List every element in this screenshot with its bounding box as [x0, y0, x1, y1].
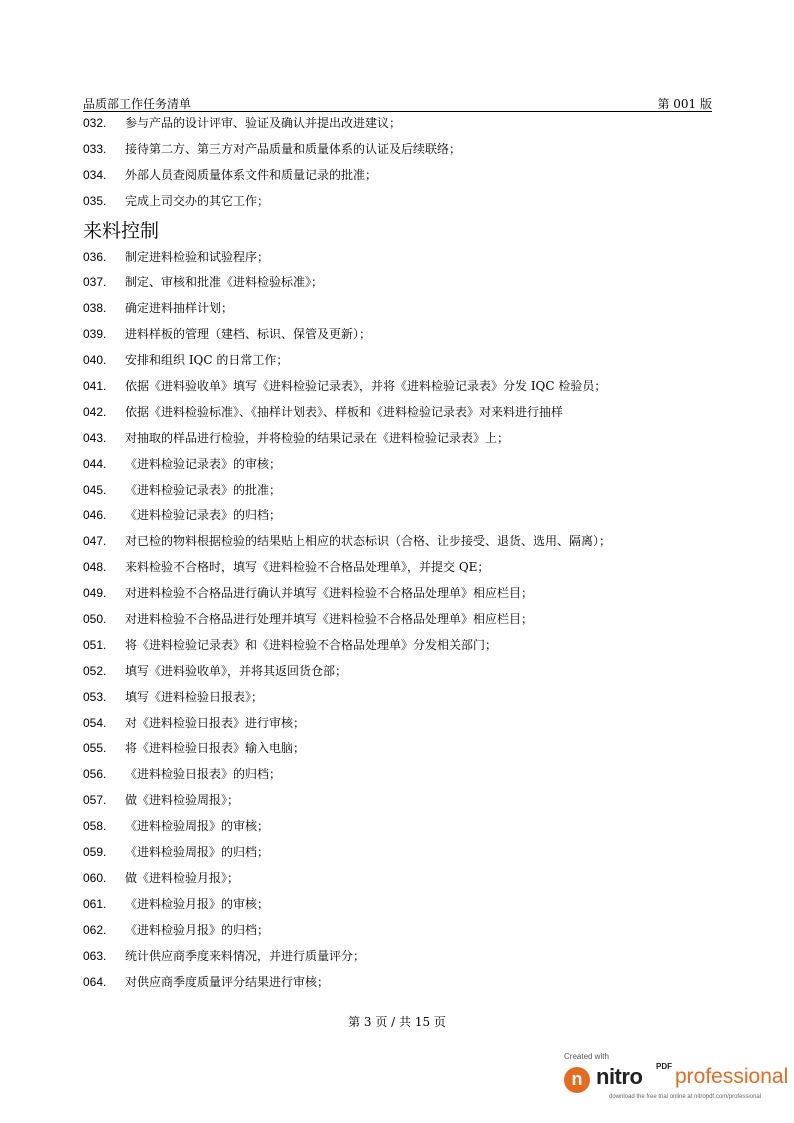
item-number: 046.	[83, 508, 107, 523]
list-item	[83, 247, 723, 273]
list-item	[83, 609, 723, 635]
item-text: 《进料检验记录表》的审核；	[125, 456, 282, 471]
item-text: 《进料检验月报》的归档；	[125, 922, 270, 937]
item-text: 《进料检验记录表》的归档；	[125, 508, 282, 523]
nitro-pdf-watermark	[562, 1052, 790, 1104]
item-number: 054.	[83, 715, 107, 730]
item-text: 外部人员查阅质量体系文件和质量记录的批准；	[125, 167, 378, 182]
list-item	[83, 324, 723, 350]
list-item	[83, 165, 723, 191]
item-number: 036.	[83, 249, 107, 264]
item-number: 032.	[83, 116, 107, 130]
list-item	[83, 894, 723, 920]
list-item	[83, 661, 723, 687]
item-text: 对已检的物料根据检验的结果贴上相应的状态标识（合格、让步接受、退货、选用、隔离）；	[125, 534, 612, 549]
item-number: 038.	[83, 301, 107, 316]
list-item	[83, 505, 723, 531]
item-number: 061.	[83, 896, 107, 911]
list-item	[83, 531, 723, 557]
pdf-superscript: PDF	[656, 1062, 672, 1071]
item-number: 053.	[83, 689, 107, 704]
list-item	[83, 350, 723, 376]
item-number: 034.	[83, 167, 107, 182]
item-number: 042.	[83, 404, 107, 419]
list-item	[83, 920, 723, 946]
item-text: 依据《进料检验标准》、《抽样计划表》、样板和《进料检验记录表》对来料进行抽样	[125, 404, 564, 419]
item-text: 确定进料抽样计划；	[125, 301, 234, 316]
list-item	[83, 298, 723, 324]
list-item	[83, 480, 723, 506]
item-text: 填写《进料检验日报表》；	[125, 689, 264, 704]
list-item	[83, 402, 723, 428]
item-number: 043.	[83, 430, 107, 445]
item-number: 050.	[83, 612, 107, 627]
item-number: 049.	[83, 586, 107, 601]
item-number: 044.	[83, 456, 107, 471]
list-item	[83, 454, 723, 480]
list-item	[83, 139, 723, 165]
section-heading: 来料控制	[83, 219, 160, 242]
list-item	[83, 113, 723, 139]
item-text: 《进料检验周报》的归档；	[125, 845, 270, 860]
item-text: 完成上司交办的其它工作；	[125, 193, 270, 208]
page-number: 第 3 页 / 共 15 页	[348, 1015, 446, 1029]
list-item	[83, 687, 723, 713]
item-number: 045.	[83, 482, 107, 497]
item-text: 对《进料检验日报表》进行审核；	[125, 715, 306, 730]
item-number: 047.	[83, 534, 107, 549]
item-number: 063.	[83, 948, 107, 963]
item-text: 制定、审核和批准《进料检验标准》；	[125, 275, 324, 290]
item-text: 进料样板的管理（建档、标识、保管及更新）；	[125, 327, 372, 342]
nitro-logo-icon: n	[564, 1067, 590, 1093]
list-item	[83, 376, 723, 402]
item-text: 来料检验不合格时，填写《进料检验不合格品处理单》，并提交 QE；	[125, 560, 490, 575]
item-text: 《进料检验日报表》的归档；	[125, 767, 282, 782]
item-text: 安排和组织 IQC 的日常工作；	[125, 353, 289, 368]
item-number: 056.	[83, 767, 107, 782]
list-item	[83, 428, 723, 454]
page-header	[83, 92, 712, 112]
item-text: 填写《进料验收单》，并将其返回货仓部；	[125, 663, 348, 678]
item-text: 将《进料检验记录表》和《进料检验不合格品处理单》分发相关部门；	[125, 637, 498, 652]
item-number: 057.	[83, 793, 107, 808]
list-item	[83, 738, 723, 764]
document-title: 品质部工作任务清单	[83, 97, 192, 111]
item-number: 040.	[83, 353, 107, 368]
item-text: 做《进料检验周报》；	[125, 793, 240, 808]
item-number: 052.	[83, 663, 107, 678]
list-item	[83, 764, 723, 790]
item-text: 将《进料检验日报表》输入电脑；	[125, 741, 306, 756]
item-number: 037.	[83, 275, 107, 290]
tagline: download the free trial online at nitropdf.com/professional	[609, 1094, 762, 1100]
item-number: 051.	[83, 637, 107, 652]
task-list	[83, 113, 723, 997]
item-text: 对抽取的样品进行检验，并将检验的结果记录在《进料检验记录表》上；	[125, 430, 510, 445]
item-number: 033.	[83, 141, 107, 156]
list-item	[83, 272, 723, 298]
item-text: 《进料检验记录表》的批准；	[125, 482, 282, 497]
item-text: 对进料检验不合格品进行处理并填写《进料检验不合格品处理单》相应栏目；	[125, 612, 534, 627]
item-text: 《进料检验月报》的审核；	[125, 896, 270, 911]
item-text: 制定进料检验和试验程序；	[125, 249, 270, 264]
item-number: 039.	[83, 327, 107, 342]
item-text: 参与产品的设计评审、验证及确认并提出改进建议；	[125, 116, 402, 130]
list-item	[83, 635, 723, 661]
item-text: 《进料检验周报》的审核；	[125, 819, 270, 834]
list-item	[83, 868, 723, 894]
list-item	[83, 790, 723, 816]
item-text: 统计供应商季度来料情况，并进行质量评分；	[125, 948, 366, 963]
item-number: 035.	[83, 193, 107, 208]
item-number: 048.	[83, 560, 107, 575]
nitro-wordmark: nitro	[596, 1064, 643, 1089]
list-item	[83, 946, 723, 972]
item-number: 055.	[83, 741, 107, 756]
item-number: 064.	[83, 974, 107, 989]
item-text: 接待第二方、第三方对产品质量和质量体系的认证及后续联络；	[125, 141, 462, 156]
list-item	[83, 972, 723, 998]
list-item	[83, 713, 723, 739]
list-item	[83, 816, 723, 842]
item-number: 058.	[83, 819, 107, 834]
version-label: 第 001 版	[657, 97, 712, 111]
created-with-label: Created with	[564, 1052, 609, 1061]
professional-wordmark: professional	[675, 1065, 789, 1088]
list-item	[83, 583, 723, 609]
list-item	[83, 191, 723, 217]
item-text: 依据《进料验收单》填写《进料检验记录表》，并将《进料检验记录表》分发 IQC 检验员；	[125, 379, 607, 394]
list-item	[83, 557, 723, 583]
list-item	[83, 842, 723, 868]
item-number: 041.	[83, 379, 107, 394]
item-number: 059.	[83, 845, 107, 860]
item-text: 对供应商季度质量评分结果进行审核；	[125, 974, 330, 989]
item-text: 对进料检验不合格品进行确认并填写《进料检验不合格品处理单》相应栏目；	[125, 586, 534, 601]
item-number: 062.	[83, 922, 107, 937]
item-number: 060.	[83, 870, 107, 885]
item-text: 做《进料检验月报》；	[125, 870, 240, 885]
